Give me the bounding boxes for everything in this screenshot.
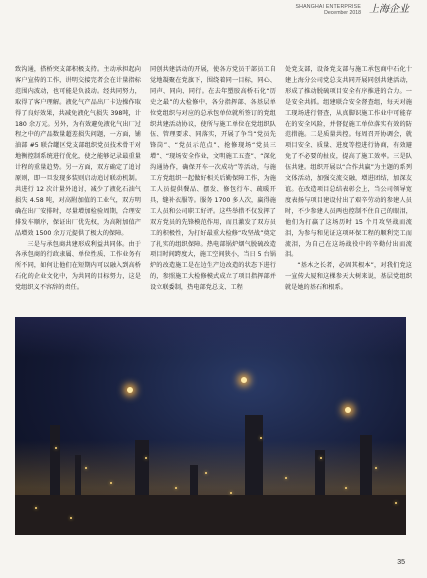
photo-light [35,507,37,509]
masthead-text [296,5,362,16]
photo-light [55,447,57,449]
photo-light [110,482,112,484]
paragraph: 同创共建活动的开展，使各方党员干部员工自觉地凝聚在党旗下，围绕着同一目标，同心、同声、同向、同行。在去年塑胶高桥石化“历史之最”的大检修中，各分指挥部、各基层单位党组织与对应的总承包单位就所签订的党组织共建活动协议，使所与施工单位在党组织队伍、管理要求、同落实，开展了争当“党员先锋岗”、“党员示范点”、抢修现场“党员三增”、“现场安全作业，文明施工五查”、“深化沟通协作，确保开车一次成功”等活动，与施工方党组织一起做好相关后勤保障工作，为施工人员提供餐品、摆发、修包行车、疏暖开具，缝补衣服等。服务 1700 多人次，赢得施工人员和公司职工好评。这些举措不仅发挥了双方党员的先锋模范作用，而且激发了双方员工的积极性，为打好最重大检修“攻坚战”奠定了扎实的组织保障。热电部锅炉烟气脱硫改造项目时间跨度大，施工空间狭小，当日 5 台锅炉的改造施工是在边生产边改造的状态下进行的，参照施工大检修模式成立了项目指挥部并设立联委制，热电部党总支、工程 [150,66,276,292]
column-middle [150,65,276,327]
photo-light [260,437,262,439]
photo-light [395,502,397,504]
photo-light [285,477,287,479]
photo-light [70,517,72,519]
photo-ground [15,495,406,535]
refinery-night-photo [15,317,406,535]
photo-flare [345,407,351,413]
paragraph: “基木之长者，必固其根本”，对我们党这一宣传大厦和这棵参天大树来说，基层党组织就是她的基石和根系。 [285,262,412,292]
photo-light [375,467,377,469]
paragraph: 处党支部，设备党支部与施工承包商中石化十建上海分公司党总支共同开展同创共建活动，形成了推动脱硫项目安全有序推进的合力。一是安全共抓。组建联合安全督查组，每天对施工现场进行督查，从真脚识施工作业中可能存在的安全风险，并督促施工单位落实有效的防范措施。二是质量共控。每周召开协调会，就项目安全、质量、进度等控进行协商，有效避免了不必要的扯皮，提高了施工效率。三是队伍共建。组织开展以“合作共赢”为主题的系列文体活动，加强交流交融，增进团结，加深友谊。在改造项目总结表彰会上，当公司领导宽度表扬与项目建设付出了艰辛劳动的参建人员时，不少参建人员两也控制不住自己的眼泪，他们为打赢了这场历时 15 个月攻坚战而流泪，为参与和见证这项环保工程的顺利完工而流泪，为自己在这场战役中的辛勤付出而流泪。 [285,66,412,259]
photo-light [145,457,147,459]
photo-light [175,487,177,489]
photo-light [230,492,232,494]
photo-flare [127,387,133,393]
photo-light [320,457,322,459]
photo-flare [241,377,247,383]
photo-light [345,487,347,489]
paragraph: 致沟通，搭桥突支部积极支持。主动承担起向客户宣传的工作，讲明交接完者会在计量指标范围内波动，也可能是负波动。经共同努力，取得了客户理解。液化气产品出厂卡边操作取得了良好效果，共减免液化气损失 398吨，计 180 余万元。另外，为有效避免液化气出厂过程之中的产品数量超差损失问题，一方面，铺油部 #5 联合罐区党支部组织党员技术骨干对地衡控制系统进行优化，使之能够记录最重量计程的重量趋势。另一方面，双方确定了追讨原则，即一旦发现多装则启动追讨联动机制。共进行 12 次计量外追讨，减少了液化石油气损失 4.58 吨，对高附加值的工业气，双方明确在出厂安排时，尽量增加检验周期，合理安排发车顺序，保证出厂优先权，为高附加值产品增效 1500 余万元提供了极大的保障。 [15,66,141,237]
photo-light [205,472,207,474]
magazine-logo-cn: 上海企业 [369,4,409,15]
magazine-name-en: SHANGHAI ENTERPRISE [295,4,361,10]
paragraph: 三是与承包商共建形成利益共同体。由于各承包商的行政隶属、单位性质、工作业务有所不同，如何让他们在短期内可以融入到高桥石化的企业文化中，为共同的目标努力，这是党组织义不容辞的责任。 [15,240,141,292]
page-number: 35 [397,559,405,566]
column-left [15,65,141,327]
photo-light [85,467,87,469]
issue-date: December 2018 [324,10,361,17]
photo-sky [15,317,406,357]
